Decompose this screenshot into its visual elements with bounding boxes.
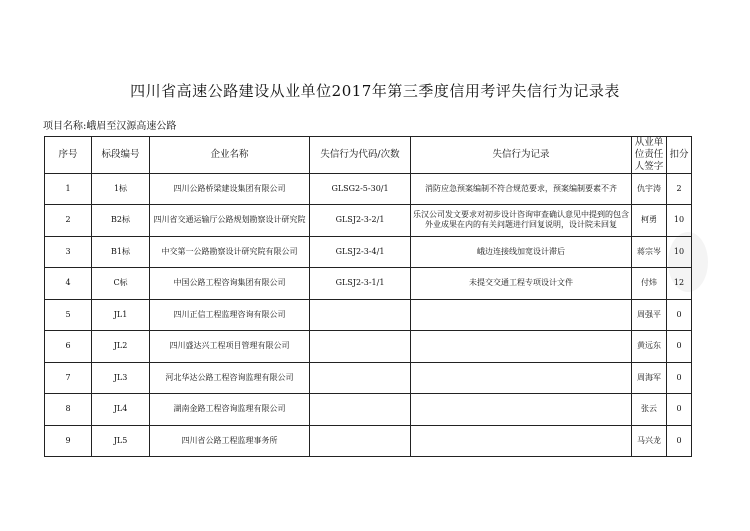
cell-seq: 6 bbox=[45, 331, 92, 363]
cell-section: JL1 bbox=[92, 299, 150, 331]
cell-person: 周强平 bbox=[632, 299, 667, 331]
cell-code: GLSJ2-3-2/1 bbox=[310, 205, 411, 237]
cell-person: 付炜 bbox=[632, 268, 667, 300]
project-label: 项目名称: bbox=[43, 121, 87, 132]
cell-seq: 7 bbox=[45, 362, 92, 394]
cell-deduction: 0 bbox=[667, 299, 692, 331]
cell-deduction: 0 bbox=[667, 362, 692, 394]
cell-company: 四川省公路工程监理事务所 bbox=[150, 425, 310, 457]
cell-seq: 2 bbox=[45, 205, 92, 237]
cell-company: 中交第一公路勘察设计研究院有限公司 bbox=[150, 236, 310, 268]
cell-section: JL3 bbox=[92, 362, 150, 394]
cell-company: 河北华达公路工程咨询监理有限公司 bbox=[150, 362, 310, 394]
cell-company: 中国公路工程咨询集团有限公司 bbox=[150, 268, 310, 300]
page-title: 四川省高速公路建设从业单位2017年第三季度信用考评失信行为记录表 bbox=[130, 82, 620, 100]
cell-code bbox=[310, 425, 411, 457]
cell-deduction: 2 bbox=[667, 173, 692, 205]
header-seq: 序号 bbox=[45, 137, 92, 174]
cell-record bbox=[411, 331, 632, 363]
cell-code bbox=[310, 299, 411, 331]
project-name: 峨眉至汉源高速公路 bbox=[86, 121, 177, 132]
cell-record bbox=[411, 425, 632, 457]
cell-code: GLSJ2-3-4/1 bbox=[310, 236, 411, 268]
cell-record: 未提交交通工程专项设计文件 bbox=[411, 268, 632, 300]
cell-seq: 5 bbox=[45, 299, 92, 331]
table-row bbox=[45, 236, 692, 268]
cell-code: GLSG2-5-30/1 bbox=[310, 173, 411, 205]
cell-company: 四川正信工程监理咨询有限公司 bbox=[150, 299, 310, 331]
header-section: 标段编号 bbox=[92, 137, 150, 174]
cell-company: 四川省交通运输厅公路规划勘察设计研究院 bbox=[150, 205, 310, 237]
cell-section: JL5 bbox=[92, 425, 150, 457]
cell-seq: 8 bbox=[45, 394, 92, 426]
header-company: 企业名称 bbox=[150, 137, 310, 174]
cell-company: 四川公路桥梁建设集团有限公司 bbox=[150, 173, 310, 205]
table-row bbox=[45, 362, 692, 394]
cell-person: 马兴龙 bbox=[632, 425, 667, 457]
table-row bbox=[45, 425, 692, 457]
cell-record: 消防应急预案编制不符合规范要求，预案编制要素不齐 bbox=[411, 173, 632, 205]
cell-seq: 1 bbox=[45, 173, 92, 205]
faint-stamp-shadow bbox=[668, 232, 708, 292]
table-row bbox=[45, 268, 692, 300]
cell-person: 张云 bbox=[632, 394, 667, 426]
cell-deduction: 0 bbox=[667, 425, 692, 457]
cell-person: 周海军 bbox=[632, 362, 667, 394]
cell-record bbox=[411, 394, 632, 426]
table-header-row bbox=[45, 137, 692, 174]
cell-code: GLSJ2-3-1/1 bbox=[310, 268, 411, 300]
cell-section: C标 bbox=[92, 268, 150, 300]
cell-company: 四川盛达兴工程项目管理有限公司 bbox=[150, 331, 310, 363]
cell-person: 柯勇 bbox=[632, 205, 667, 237]
table-row bbox=[45, 299, 692, 331]
table-row bbox=[45, 394, 692, 426]
cell-section: JL2 bbox=[92, 331, 150, 363]
header-deduction: 扣分 bbox=[667, 137, 692, 174]
cell-code bbox=[310, 331, 411, 363]
cell-code bbox=[310, 362, 411, 394]
cell-code bbox=[310, 394, 411, 426]
cell-record bbox=[411, 299, 632, 331]
header-record: 失信行为记录 bbox=[411, 137, 632, 174]
cell-record: 乐汉公司发文要求对初步设计咨询审查确认意见中提到的包含外业成果在内的有关问题进行回复说明，设计院未回复 bbox=[411, 205, 632, 237]
table-row bbox=[45, 173, 692, 205]
header-person: 从业单位责任人签字 bbox=[632, 137, 667, 174]
header-code: 失信行为代码/次数 bbox=[310, 137, 411, 174]
cell-company: 湖南金路工程咨询监理有限公司 bbox=[150, 394, 310, 426]
record-table bbox=[44, 136, 692, 457]
cell-seq: 3 bbox=[45, 236, 92, 268]
cell-seq: 9 bbox=[45, 425, 92, 457]
cell-deduction: 0 bbox=[667, 394, 692, 426]
cell-seq: 4 bbox=[45, 268, 92, 300]
cell-person: 黄远东 bbox=[632, 331, 667, 363]
table-row bbox=[45, 331, 692, 363]
cell-record bbox=[411, 362, 632, 394]
cell-record: 峨边连接线加宽设计滞后 bbox=[411, 236, 632, 268]
cell-person: 蒋宗岑 bbox=[632, 236, 667, 268]
cell-section: 1标 bbox=[92, 173, 150, 205]
cell-section: JL4 bbox=[92, 394, 150, 426]
cell-person: 仇宇涛 bbox=[632, 173, 667, 205]
cell-deduction: 10 bbox=[667, 236, 692, 268]
cell-deduction: 0 bbox=[667, 331, 692, 363]
project-line bbox=[43, 117, 176, 132]
cell-section: B1标 bbox=[92, 236, 150, 268]
cell-deduction: 12 bbox=[667, 268, 692, 300]
cell-deduction: 10 bbox=[667, 205, 692, 237]
table-row bbox=[45, 205, 692, 237]
cell-section: B2标 bbox=[92, 205, 150, 237]
